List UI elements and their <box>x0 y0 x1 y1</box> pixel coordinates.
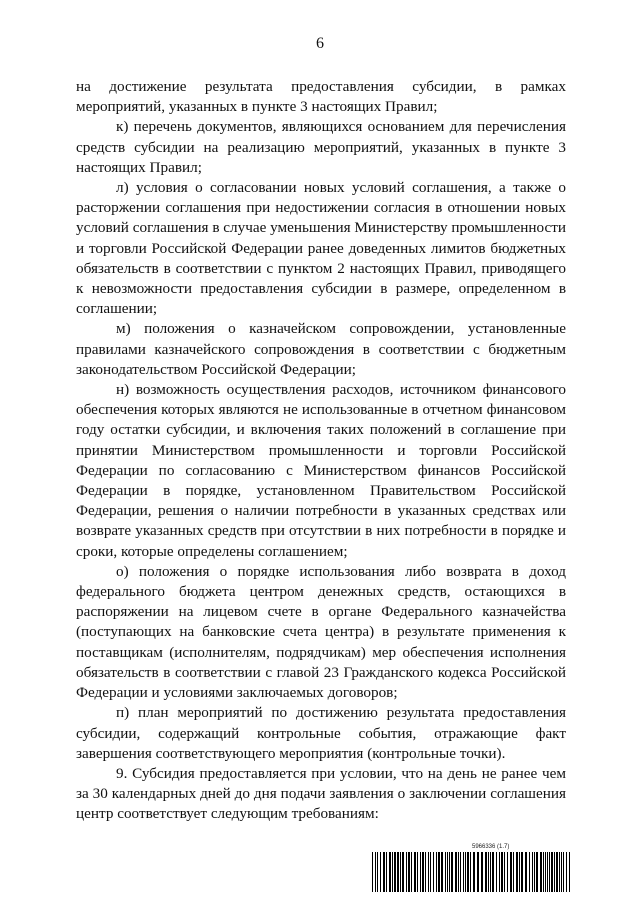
paragraph-item-l: л) условия о согласовании новых условий соглашения, а также о расторжении соглашения при недостижении согласия в отношении новых условий соглашения в случае уменьшения Министерству промышленности и торговли Российской Федерации ранее доведенных лимитов бюджетных обязательств в соответствии с пунктом 2 настоящих Правил, приводящего к невозможности предоставления субсидии в размере, определенном в соглашении; <box>76 179 566 318</box>
barcode-bar <box>406 852 407 892</box>
barcode-bar <box>438 852 440 892</box>
barcode-bar <box>504 852 505 892</box>
barcode-bar <box>499 852 500 892</box>
paragraph-item-m: м) положения о казначейском сопровождении, установленные правилами казначейского сопровождения в соответствии с бюджетным законодательством Российской Федерации; <box>76 320 566 378</box>
barcode-bar <box>445 852 446 892</box>
barcode-bar <box>447 852 448 892</box>
barcode-bar <box>569 852 570 892</box>
barcode-bar <box>392 852 393 892</box>
barcode-bar <box>510 852 512 892</box>
barcode-bar <box>481 852 483 892</box>
barcode-bar <box>521 852 523 892</box>
barcode-bar <box>394 852 396 892</box>
barcode-bar <box>372 852 373 892</box>
barcode-bar <box>547 852 548 892</box>
barcode-bar <box>507 852 508 892</box>
barcode-bar <box>490 852 491 892</box>
barcode-bar <box>389 852 391 892</box>
paragraph-item-n: н) возможность осуществления расходов, источником финансового обеспечения которых являются не использованные в отчетном финансовом году остатки субсидии, и включения таких положений в соглашение при принятии Министерством промышленности и торговли Российской Федерации по согласованию с Министерством финансов Российской Федерации в порядке, установленном Правительством Российской Федерации, решения о наличии потребности в указанных средствах или возврате указанных средств при отсутствии в них потребности в порядке и сроки, которые определены соглашением; <box>76 381 566 560</box>
barcode-bar <box>460 852 461 892</box>
barcode-bar <box>543 852 544 892</box>
barcode-bar <box>433 852 434 892</box>
barcode-bar <box>420 852 421 892</box>
barcode-bar <box>525 852 527 892</box>
barcode-bar <box>549 852 550 892</box>
barcode-bar <box>559 852 560 892</box>
barcode-bar <box>400 852 401 892</box>
page-number: 6 <box>316 35 324 52</box>
barcode-bar <box>467 852 469 892</box>
document-body <box>76 77 566 825</box>
barcode-bar <box>519 852 520 892</box>
barcode-bar <box>422 852 424 892</box>
barcode-bar <box>477 852 479 892</box>
paragraph-item-p: п) план мероприятий по достижению результата предоставления субсидии, содержащий контрольные события, отражающие факт завершения соответствующего мероприятия (контрольные точки). <box>76 704 566 762</box>
barcode-bar <box>536 852 538 892</box>
barcode-bar <box>458 852 459 892</box>
barcode-bar <box>455 852 457 892</box>
barcode-bar <box>551 852 553 892</box>
barcode-bar <box>386 852 387 892</box>
barcode-bar <box>449 852 450 892</box>
barcode-bar <box>425 852 426 892</box>
barcode-bar <box>532 852 533 892</box>
paragraph-continuation: на достижение результата предоставления субсидии, в рамках мероприятий, указанных в пункте 3 настоящих Правил; <box>76 78 566 116</box>
barcode-bar <box>383 852 385 892</box>
barcode-bar <box>563 852 564 892</box>
paragraph-item-o: о) положения о порядке использования либо возврата в доход федерального бюджета центром денежных средств, остающихся в распоряжении на лицевом счете в органе Федерального казначейства (поступающих на банковские счета центра) в результате применения к поставщикам (исполнителям, подрядчикам) мер обеспечения исполнения обязательств в соответствии с главой 23 Гражданского кодекса Российской Федерации и условиями заключаемых договоров; <box>76 562 566 702</box>
barcode-bar <box>554 852 555 892</box>
barcode-bar <box>441 852 443 892</box>
barcode-bar <box>473 852 475 892</box>
barcode-bar <box>436 852 437 892</box>
barcode-bar <box>488 852 489 892</box>
barcode-bar <box>566 852 567 892</box>
barcode-bar <box>556 852 558 892</box>
barcode-bar <box>529 852 530 892</box>
barcode-bar <box>561 852 562 892</box>
barcode-bar <box>375 852 376 892</box>
barcode-bar <box>513 852 514 892</box>
barcode-bar <box>428 852 429 892</box>
barcode-bar <box>397 852 399 892</box>
barcode-bar <box>414 852 416 892</box>
barcode-bar <box>430 852 431 892</box>
barcode-bar <box>501 852 503 892</box>
barcode-bar <box>485 852 487 892</box>
barcode-bar <box>417 852 418 892</box>
barcode-image <box>372 852 572 892</box>
barcode-bar <box>516 852 518 892</box>
barcode-bar <box>465 852 466 892</box>
barcode-bar <box>380 852 381 892</box>
barcode-bar <box>408 852 410 892</box>
barcode-bar <box>492 852 494 892</box>
barcode-bar <box>534 852 535 892</box>
barcode-bar <box>411 852 412 892</box>
barcode-bar <box>377 852 378 892</box>
barcode-bar <box>402 852 404 892</box>
barcode-bar <box>451 852 453 892</box>
document-code: 5966336 (1.7) <box>472 844 510 850</box>
barcode-bar <box>496 852 497 892</box>
barcode-bar <box>470 852 471 892</box>
paragraph-point-9: 9. Субсидия предоставляется при условии, что на день не ранее чем за 30 календарных дней до дня подачи заявления о заключении соглашения центр соответствует следующим требованиям: <box>76 764 566 823</box>
barcode-bar <box>540 852 542 892</box>
barcode-bar <box>545 852 546 892</box>
barcode-bar <box>463 852 464 892</box>
paragraph-item-k: к) перечень документов, являющихся основанием для перечисления средств субсидии на реализацию мероприятий, указанных в пункте 3 настоящих Правил; <box>76 118 566 176</box>
